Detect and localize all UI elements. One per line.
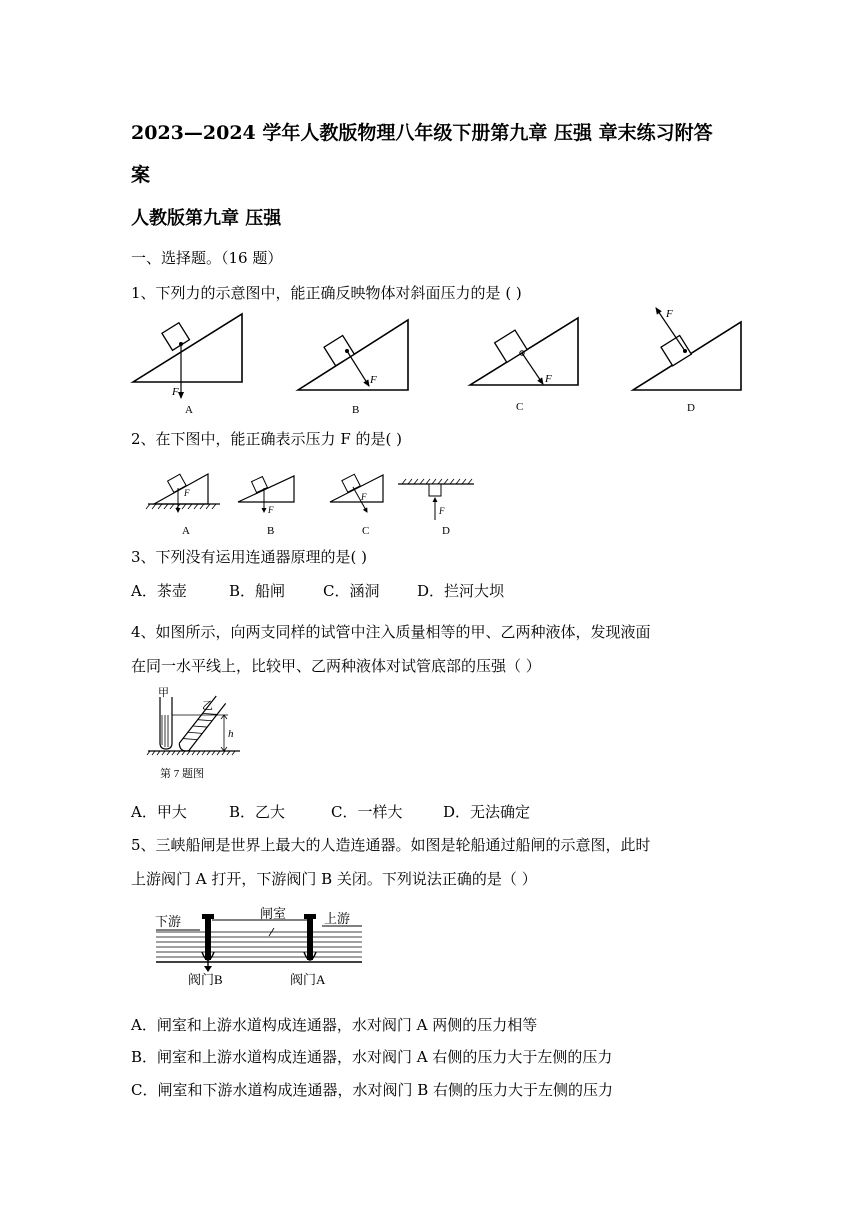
q4-figure-caption: 第 7 题图 <box>160 768 204 780</box>
q5-option-a: A．闸室和上游水道构成连通器，水对阀门 A 两侧的压力相等 <box>131 1016 538 1034</box>
q5-label-upstream: 上游 <box>324 911 351 926</box>
q3-option-a: A．茶壶 <box>131 582 187 600</box>
q1-diagram-a <box>133 314 242 416</box>
q4-option-c: C．一样大 <box>331 803 403 821</box>
question-4-stem-line2: 在同一水平线上，比较甲、乙两种液体对试管底部的压强（ ） <box>131 657 541 675</box>
q4-option-a: A．甲大 <box>131 803 187 821</box>
q5-label-chamber: 闸室 <box>260 906 287 921</box>
q2-diagram-d <box>398 479 474 537</box>
q4-option-d: D．无法确定 <box>443 803 531 821</box>
part-heading: 一、选择题。（16 题） <box>131 249 283 267</box>
question-4-figure <box>144 685 254 785</box>
q2-force-label-d: F <box>439 506 445 516</box>
question-2-stem: 2、在下图中，能正确表示压力 F 的是( ) <box>131 430 402 448</box>
q4-label-jia: 甲 <box>158 687 169 699</box>
q3-option-b: B．船闸 <box>229 582 286 600</box>
q2-diagram-b <box>238 476 294 537</box>
q5-label-downstream: 下游 <box>155 914 182 929</box>
q2-force-label-b: F <box>268 505 274 515</box>
q1-label-c: C <box>516 401 524 413</box>
q1-force-label-b: F <box>370 374 377 386</box>
q2-label-c: C <box>362 525 370 537</box>
q2-label-b: B <box>267 525 275 537</box>
q1-diagram-d <box>633 308 741 414</box>
q2-force-label-a: F <box>184 488 190 498</box>
document-title-line1: 2023—2024 学年人教版物理八年级下册第九章 压强 章末练习附答 <box>131 122 713 144</box>
document-title-line2: 案 <box>131 164 151 186</box>
q4-option-b: B．乙大 <box>229 803 286 821</box>
question-5-stem-line1: 5、三峡船闸是世界上最大的人造连通器。如图是轮船通过船闸的示意图，此时 <box>131 836 651 854</box>
q1-diagram-c <box>470 318 578 413</box>
q1-diagram-b <box>298 320 408 416</box>
q1-force-label-c: F <box>545 373 552 385</box>
q1-force-label-a: F <box>172 386 179 398</box>
q3-option-d: D．拦河大坝 <box>417 582 505 600</box>
q2-label-d: D <box>442 525 450 537</box>
q5-label-valve-a: 阀门A <box>290 972 326 987</box>
q4-label-yi: 乙 <box>202 700 213 712</box>
q3-option-c: C．涵洞 <box>323 582 380 600</box>
question-1-stem: 1、下列力的示意图中，能正确反映物体对斜面压力的是 ( ) <box>131 284 522 302</box>
q2-force-label-c: F <box>361 492 367 502</box>
question-3-options <box>131 580 504 601</box>
question-5-stem-line2: 上游阀门 A 打开，下游阀门 B 关闭。下列说法正确的是（ ） <box>131 870 537 888</box>
q4-label-h: h <box>228 728 234 740</box>
question-3-stem: 3、下列没有运用连通器原理的是( ) <box>131 548 368 566</box>
q5-option-b: B．闸室和上游水道构成连通器，水对阀门 A 右侧的压力大于左侧的压力 <box>131 1048 613 1066</box>
q1-label-b: B <box>352 404 360 416</box>
q2-diagram-c <box>330 474 383 537</box>
q1-force-label-d: F <box>666 308 673 320</box>
question-1-figure <box>125 303 755 420</box>
q2-diagram-a <box>146 474 220 537</box>
question-4-options <box>131 801 530 822</box>
question-4-stem-line1: 4、如图所示，向两支同样的试管中注入质量相等的甲、乙两种液体，发现液面 <box>131 623 651 641</box>
question-5-figure <box>152 904 367 990</box>
q5-option-c: C．闸室和下游水道构成连通器，水对阀门 B 右侧的压力大于左侧的压力 <box>131 1081 614 1099</box>
question-2-figure <box>140 462 480 540</box>
q5-label-valve-b: 阀门B <box>188 972 223 987</box>
q1-label-a: A <box>185 404 193 416</box>
q2-label-a: A <box>182 525 190 537</box>
section-title: 人教版第九章 压强 <box>131 208 282 229</box>
q1-label-d: D <box>687 402 695 414</box>
